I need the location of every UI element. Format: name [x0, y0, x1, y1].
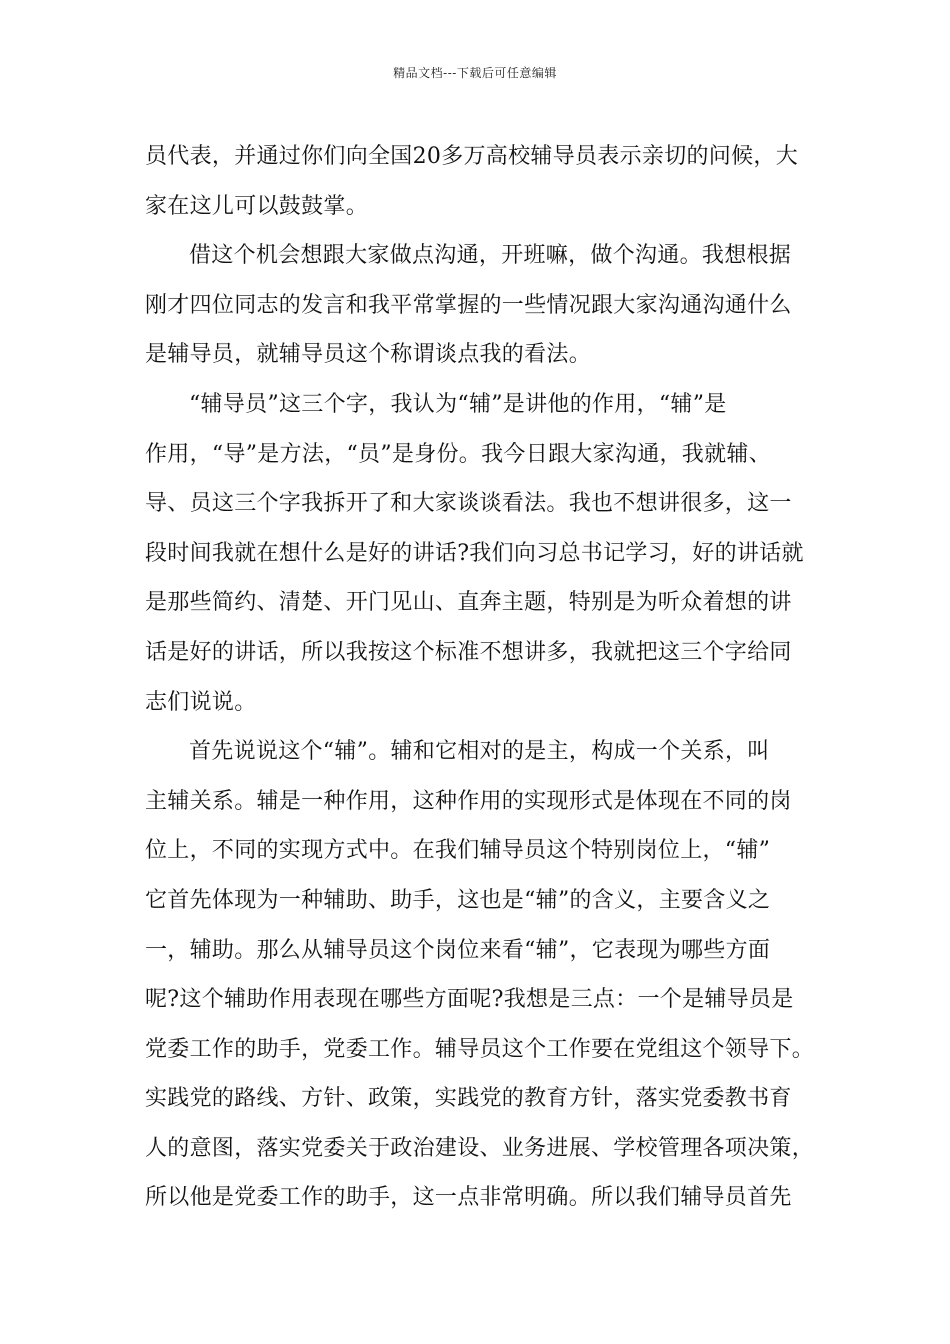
text-line: 员代表，并通过你们向全国20多万高校辅导员表示亲切的问候，大 [145, 144, 798, 169]
document-body [145, 132, 827, 1223]
paragraph-start-line: “辅导员”这三个字，我认为“辅”是讲他的作用，“辅”是 [189, 391, 727, 417]
text-line: 党委工作的助手，党委工作。辅导员这个工作要在党组这个领导下。 [145, 1036, 815, 1062]
text-line: 志们说说。 [145, 689, 257, 715]
paragraph-start-line: 首先说说这个“辅”。辅和它相对的是主，构成一个关系，叫 [189, 739, 770, 765]
text-line: 是那些简约、清楚、开门见山、直奔主题，特别是为听众着想的讲 [145, 590, 792, 616]
text-line: 家在这儿可以鼓鼓掌。 [145, 193, 369, 219]
text-line: 是辅导员，就辅导员这个称谓谈点我的看法。 [145, 342, 592, 368]
text-line: 所以他是党委工作的助手，这一点非常明确。所以我们辅导员首先 [145, 1185, 792, 1211]
text-line: 刚才四位同志的发言和我平常掌握的一些情况跟大家沟通沟通什么 [145, 292, 792, 318]
text-line: 段时间我就在想什么是好的讲话?我们向习总书记学习，好的讲话就 [145, 540, 804, 566]
text-line: 导、员这三个字我拆开了和大家谈谈看法。我也不想讲很多，这一 [145, 491, 792, 517]
text-line: 人的意图，落实党委关于政治建设、业务进展、学校管理各项决策， [145, 1135, 815, 1161]
text-line: 一，辅助。那么从辅导员这个岗位来看“辅”，它表现为哪些方面 [145, 937, 771, 963]
text-line: 位上，不同的实现方式中。在我们辅导员这个特别岗位上，“辅” [145, 838, 771, 864]
text-line: 呢?这个辅助作用表现在哪些方面呢?我想是三点：一个是辅导员是 [145, 987, 794, 1013]
text-line: 作用，“导”是方法，“员”是身份。我今日跟大家沟通，我就辅、 [145, 441, 771, 467]
text-line: 话是好的讲话，所以我按这个标准不想讲多，我就把这三个字给同 [145, 639, 792, 665]
page-header: 精品文档---下载后可任意编辑 [393, 66, 557, 80]
paragraph-start-line: 借这个机会想跟大家做点沟通，开班嘛，做个沟通。我想根据 [189, 243, 792, 269]
text-line: 它首先体现为一种辅助、助手，这也是“辅”的含义，主要含义之 [145, 887, 771, 913]
text-line: 主辅关系。辅是一种作用，这种作用的实现形式是体现在不同的岗 [145, 788, 792, 814]
text-line: 实践党的路线、方针、政策，实践党的教育方针，落实党委教书育 [145, 1086, 792, 1112]
